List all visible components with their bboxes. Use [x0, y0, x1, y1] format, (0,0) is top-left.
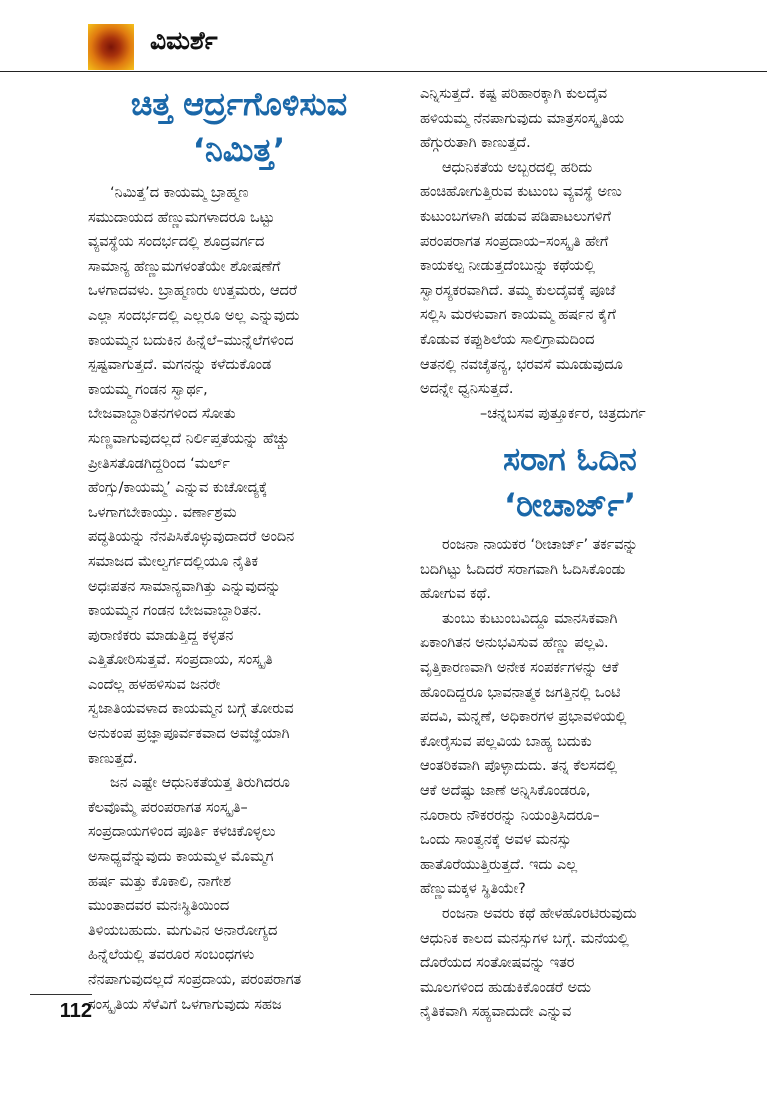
body-line: ನೆನಪಾಗುವುದಲ್ಲದೆ ಸಂಪ್ರದಾಯ, ಪರಂಪರಾಗತ [88, 972, 302, 988]
body-line: ವ್ಯವಸ್ಥೆಯ ಸಂದರ್ಭದಲ್ಲಿ ಶೂದ್ರವರ್ಗದ [88, 234, 265, 251]
body-line: ಸಮುದಾಯದ ಹೆಣ್ಣುಮಗಳಾದರೂ ಒಟ್ಟು [88, 209, 275, 226]
body-line: ಸಲ್ಲಿಸಿ ಮರಳುವಾಗ ಕಾಯಮ್ಮ ಹರ್ಷನ ಕೈಗೆ [420, 307, 616, 324]
body-line: ಸ್ವಾರಸ್ಯಕರವಾಗಿದೆ. ತಮ್ಮ ಕುಲದೈವಕ್ಕೆ ಪೂಜೆ [420, 282, 616, 299]
article2-title-line2: ‘ರೀಚಾರ್ಜ್’ [503, 486, 637, 524]
body-line: ಪರಂಪರಾಗತ ಸಂಪ್ರದಾಯ–ಸಂಸ್ಕೃತಿ ಹೇಗೆ [420, 233, 609, 250]
body-line: ನೂರಾರು ನೌಕರರನ್ನು ನಿಯಂತ್ರಿಸಿದರೂ– [420, 807, 600, 824]
page-number-rule [30, 994, 92, 995]
body-line: ಆಧುನಿಕ ಕಾಲದ ಮನಸ್ಸುಗಳ ಬಗ್ಗೆ. ಮನೆಯಲ್ಲಿ [420, 930, 629, 947]
body-line: ಸ್ವಜಾತಿಯವಳಾದ ಕಾಯಮ್ಮನ ಬಗ್ಗೆ ತೋರುವ [88, 701, 294, 718]
body-line: ಕಾಯಮ್ಮ ಗಂಡನ ಸ್ವಾರ್ಥ, [88, 381, 208, 398]
body-line: ಆತನಲ್ಲಿ ನವಚೈತನ್ಯ, ಭರವಸೆ ಮೂಡುವುದೂ [420, 356, 623, 373]
body-line: ಹೆಗ್ಗುರುತಾಗಿ ಕಾಣುತ್ತದೆ. [420, 135, 531, 152]
body-line: ಕುಟುಂಬಗಳಾಗಿ ಪಡುವ ಪಡಿಪಾಟಲುಗಳಿಗೆ [420, 208, 611, 225]
article2-body [420, 533, 720, 1025]
body-line: ಅಧಃಪತನ ಸಾಮಾನ್ಯವಾಗಿತ್ತು ಎನ್ನುವುದನ್ನು [88, 578, 281, 595]
body-line: ಹೋಗುವ ಕಥೆ. [420, 586, 491, 603]
body-line: ಮೂಲಗಳಿಂದ ಹುಡುಕಿಕೊಂಡರೆ ಅದು [420, 979, 591, 996]
body-line: ವೃತ್ತಿಕಾರಣವಾಗಿ ಅನೇಕ ಸಂಪರ್ಕಗಳನ್ನು ಆಕೆ [420, 659, 619, 676]
body-line: ಆಕೆ ಅದೆಷ್ಟು ಜಾಣೆ ಅನ್ನಿಸಿಕೊಂಡರೂ, [420, 782, 591, 799]
body-line: ಸ್ಪಷ್ಟವಾಗುತ್ತದೆ. ಮಗನನ್ನು ಕಳೆದುಕೊಂಡ [88, 357, 272, 374]
body-line: ಮುಂತಾದವರ ಮನಃಸ್ಥಿತಿಯಿಂದ [88, 898, 230, 915]
body-line: ಕಾಯಮ್ಮನ ಗಂಡನ ಬೇಜವಾಬ್ದಾರಿತನ. [88, 603, 262, 620]
body-line: ಸುಣ್ಣವಾಗುವುದಲ್ಲದೆ ನಿರ್ಲಿಪ್ತತೆಯನ್ನು ಹೆಚ್ಚು [88, 430, 290, 447]
body-line: ಕೋರೈಸುವ ಪಲ್ಲವಿಯ ಬಾಹ್ಯ ಬದುಕು [420, 733, 592, 750]
body-line: ರಂಜನಾ ನಾಯಕರ ‘ರೀಚಾರ್ಜ್’ ತರ್ಕವನ್ನು [442, 537, 638, 553]
body-line: ಆಂತರಿಕವಾಗಿ ಪೊಳ್ಳಾದುದು. ತನ್ನ ಕೆಲಸದಲ್ಲಿ [420, 758, 617, 775]
body-line: ಪುರಾಣಿಕರು ಮಾಡುತ್ತಿದ್ದ ಕಳ್ಳತನ [88, 627, 234, 644]
body-line: ನೈತಿಕವಾಗಿ ಸಹ್ಯವಾದುದೇ ಎನ್ನುವ [420, 1004, 572, 1021]
body-line: ಏಕಾಂಗಿತನ ಅನುಭವಿಸುವ ಹೆಣ್ಣು ಪಲ್ಲವಿ. [420, 635, 609, 652]
body-line: ಕಾಣುತ್ತದೆ. [88, 750, 138, 767]
body-line: ಆಧುನಿಕತೆಯ ಅಬ್ಬರದಲ್ಲಿ ಹರಿದು [442, 159, 593, 176]
body-line: ಬೇಜವಾಬ್ದಾರಿತನಗಳಿಂದ ಸೋತು [88, 406, 236, 423]
article1-body-right [420, 82, 720, 426]
body-line: ತುಂಬು ಕುಟುಂಬವಿದ್ದೂ ಮಾನಸಿಕವಾಗಿ [442, 610, 618, 627]
article1-title-line1: ಚಿತ್ತ ಆರ್ದ್ರಗೊಳಿಸುವ [130, 85, 348, 123]
body-line: ಹಿನ್ನೆಲೆಯಲ್ಲಿ ತವರೂರ ಸಂಬಂಧಗಳು [88, 947, 255, 964]
author-signature: –ಚನ್ನಬಸವ ಪುತ್ತೂರ್ಕರ, ಚಿತ್ರದುರ್ಗ [480, 405, 646, 422]
body-line: ಕಾಯಮ್ಮನ ಬದುಕಿನ ಹಿನ್ನೆಲೆ–ಮುನ್ನೆಲೆಗಳಿಂದ [88, 332, 294, 349]
section-label: ವಿಮರ್ಶೆ [150, 26, 218, 55]
body-line: ಒಂದು ಸಾಂತ್ವನಕ್ಕೆ ಅವಳ ಮನಸ್ಸು [420, 832, 572, 849]
section-logo-square [88, 24, 134, 70]
body-line: ಹರ್ಷ ಮತ್ತು ಕೊಕಾಲಿ, ನಾಗೇಶ [88, 873, 232, 890]
body-line: ದೊರೆಯದ ಸಂತೋಷವನ್ನು ಇತರ [420, 955, 575, 972]
body-line: ಪದವಿ, ಮನ್ನಣೆ, ಅಧಿಕಾರಗಳ ಪ್ರಭಾವಳಿಯಲ್ಲಿ [420, 709, 627, 726]
body-line: ಹಂಚಿಹೋಗುತ್ತಿರುವ ಕುಟುಂಬ ವ್ಯವಸ್ಥೆ ಅಣು [420, 184, 622, 201]
article2-title-line1: ಸರಾಗ ಓದಿನ [503, 440, 637, 478]
body-line: ಹೊಂದಿದ್ದರೂ ಭಾವನಾತ್ಮಕ ಜಗತ್ತಿನಲ್ಲಿ ಒಂಟಿ [420, 684, 621, 701]
body-line: ಬದಿಗಿಟ್ಟು ಓದಿದರೆ ಸರಾಗವಾಗಿ ಓದಿಸಿಕೊಂಡು [420, 561, 626, 578]
body-line: ತಿಳಿಯಬಹುದು. ಮಗುವಿನ ಅನಾರೋಗ್ಯದ [88, 922, 278, 939]
body-line: ಹೆಣ್ಣುಮಕ್ಕಳ ಸ್ಥಿತಿಯೇ? [420, 881, 526, 898]
body-line: ಸಂಪ್ರದಾಯಗಳಿಂದ ಪೂರ್ತಿ ಕಳಚಿಕೊಳ್ಳಲು [88, 824, 276, 841]
body-line: ಕಾಯಕಲ್ಪ ನೀಡುತ್ತದೆಂಬುನ್ನು ಕಥೆಯಲ್ಲಿ [420, 258, 596, 275]
body-line: ಎನ್ನಿಸುತ್ತದೆ. ಕಷ್ಟ ಪರಿಹಾರಕ್ಕಾಗಿ ಕುಲದೈವ [420, 86, 607, 102]
body-line: ‘ನಿಮಿತ್ತ’ದ ಕಾಯಮ್ಮ ಬ್ರಾಹ್ಮಣ [110, 185, 249, 201]
header-divider [0, 71, 767, 72]
body-line: ಎಂದೆಲ್ಲ ಹಳಹಳಿಸುವ ಜನರೇ [88, 676, 221, 693]
body-line: ಪದ್ಧತಿಯನ್ನು ನೆನಪಿಸಿಕೊಳ್ಳುವುದಾದರೆ ಅಂದಿನ [88, 529, 295, 546]
body-line: ಸಮಾಜದ ಮೇಲ್ವರ್ಗದಲ್ಲಿಯೂ ನೈತಿಕ [88, 553, 258, 570]
body-line: ಜನ ಎಷ್ಟೇ ಆಧುನಿಕತೆಯತ್ತ ತಿರುಗಿದರೂ [110, 775, 290, 792]
body-line: ಅನುಕಂಪ ಪ್ರಜ್ಞಾಪೂರ್ವಕವಾದ ಅವಜ್ಞೆಯಾಗಿ [88, 726, 290, 743]
body-line: ಎತ್ತಿತೋರಿಸುತ್ತವೆ. ಸಂಪ್ರದಾಯ, ಸಂಸ್ಕೃತಿ [88, 652, 273, 669]
body-line: ಹಾತೊರೆಯುತ್ತಿರುತ್ತದೆ. ಇದು ಎಲ್ಲ [420, 856, 578, 873]
body-line: ಕೊಡುವ ಕಪ್ಪುಶಿಲೆಯ ಸಾಲಿಗ್ರಾಮದಿಂದ [420, 331, 595, 348]
body-line: ಒಳಗಾಗಬೇಕಾಯ್ತು. ವರ್ಣಾಶ್ರಮ [88, 504, 237, 521]
body-line: ಸಾಮಾನ್ಯ ಹೆಣ್ಣುಮಗಳಂತೆಯೇ ಶೋಷಣೆಗೆ [88, 258, 281, 275]
article1-title-line2: ‘ನಿಮಿತ್ತ’ [192, 131, 286, 169]
body-line: ಪ್ರೀತಿಸತೊಡಗಿದ್ದರಿಂದ ‘ಮರ್ಲ್ [88, 455, 230, 472]
body-line: ಕೆಲವೊಮ್ಮೆ ಪರಂಪರಾಗತ ಸಂಸ್ಕೃತಿ– [88, 799, 248, 816]
body-line: ಅಸಾಧ್ಯವೆನ್ನುವುದು ಕಾಯಮ್ಮಳ ಮೊಮ್ಮಗ [88, 849, 274, 866]
body-line: ಎಲ್ಲಾ ಸಂದರ್ಭದಲ್ಲಿ ಎಲ್ಲರೂ ಅಲ್ಲ ಎನ್ನುವುದು [88, 307, 300, 324]
article1-body-left [88, 181, 390, 1017]
body-line: ರಂಜನಾ ಅವರು ಕಥೆ ಹೇಳಹೊರಟಿರುವುದು [442, 905, 637, 922]
body-line: ಹಳಿಯಮ್ಮ ನೆನಪಾಗುವುದು ಮಾತ್ರಸಂಸ್ಕೃತಿಯ [420, 110, 624, 127]
body-line: ಅದನ್ನೇ ಧ್ವನಿಸುತ್ತದೆ. [420, 381, 514, 398]
page-number: 112 [59, 1000, 92, 1022]
body-line: ಒಳಗಾದವಳು. ಬ್ರಾಹ್ಮಣರು ಉತ್ತಮರು, ಆದರೆ [88, 283, 298, 300]
body-line: ಹೆಂಗ್ಸು/ಕಾಯಮ್ಮ’ ಎನ್ನುವ ಕುಚೋದ್ಯಕ್ಕೆ [88, 480, 268, 497]
body-line: ಸಂಸ್ಕೃತಿಯ ಸೆಳೆವಿಗೆ ಒಳಗಾಗುವುದು ಸಹಜ [88, 996, 282, 1013]
